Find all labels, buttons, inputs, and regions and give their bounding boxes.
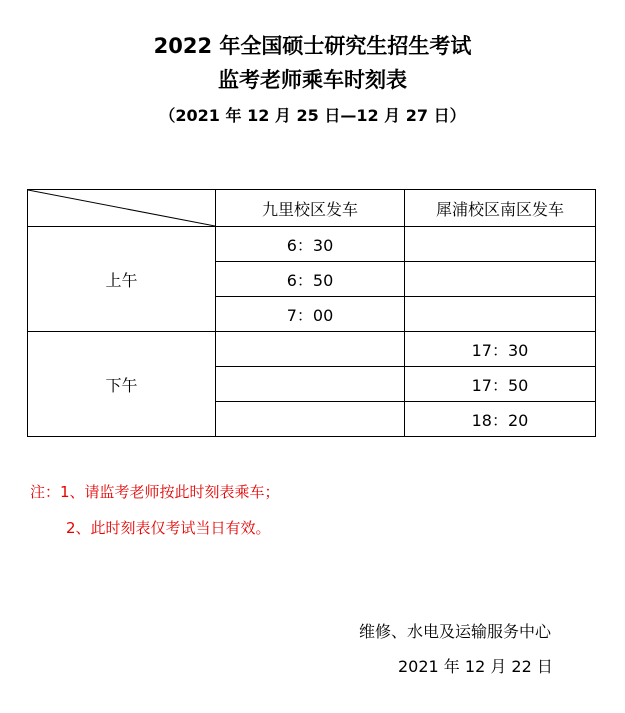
date-range-subtitle: （2021 年 12 月 25 日—12 月 27 日） bbox=[159, 106, 466, 125]
time-cell-jiuli: 6：30 bbox=[216, 227, 405, 262]
note-line-1: 注：1、请监考老师按此时刻表乘车； bbox=[30, 483, 280, 501]
time-cell-xipu bbox=[405, 297, 596, 332]
table-corner-cell bbox=[28, 190, 216, 227]
time-cell-xipu: 17：30 bbox=[405, 332, 596, 367]
time-cell-xipu bbox=[405, 262, 596, 297]
time-cell-xipu: 18：20 bbox=[405, 402, 596, 437]
table-row bbox=[28, 227, 596, 262]
document-title-line2: 监考老师乘车时刻表 bbox=[218, 68, 407, 92]
period-morning: 上午 bbox=[28, 227, 216, 332]
table-header-row bbox=[28, 190, 596, 227]
time-cell-jiuli bbox=[216, 367, 405, 402]
notes-block bbox=[30, 482, 280, 537]
period-afternoon: 下午 bbox=[28, 332, 216, 437]
table-row bbox=[28, 332, 596, 367]
note-line-2: 2、此时刻表仅考试当日有效。 bbox=[66, 519, 271, 537]
diagonal-divider bbox=[28, 190, 215, 226]
time-cell-jiuli: 7：00 bbox=[216, 297, 405, 332]
time-cell-xipu bbox=[405, 227, 596, 262]
time-cell-xipu: 17：50 bbox=[405, 367, 596, 402]
time-cell-jiuli bbox=[216, 402, 405, 437]
issue-date: 2021 年 12 月 22 日 bbox=[398, 657, 553, 676]
time-cell-jiuli: 6：50 bbox=[216, 262, 405, 297]
header-xipu-south-campus: 犀浦校区南区发车 bbox=[405, 190, 596, 227]
issuing-organization: 维修、水电及运输服务中心 bbox=[359, 622, 552, 641]
time-cell-jiuli bbox=[216, 332, 405, 367]
header-jiuli-campus: 九里校区发车 bbox=[216, 190, 405, 227]
document-title-line1: 2022 年全国硕士研究生招生考试 bbox=[153, 34, 472, 58]
shuttle-schedule-table bbox=[27, 189, 596, 437]
